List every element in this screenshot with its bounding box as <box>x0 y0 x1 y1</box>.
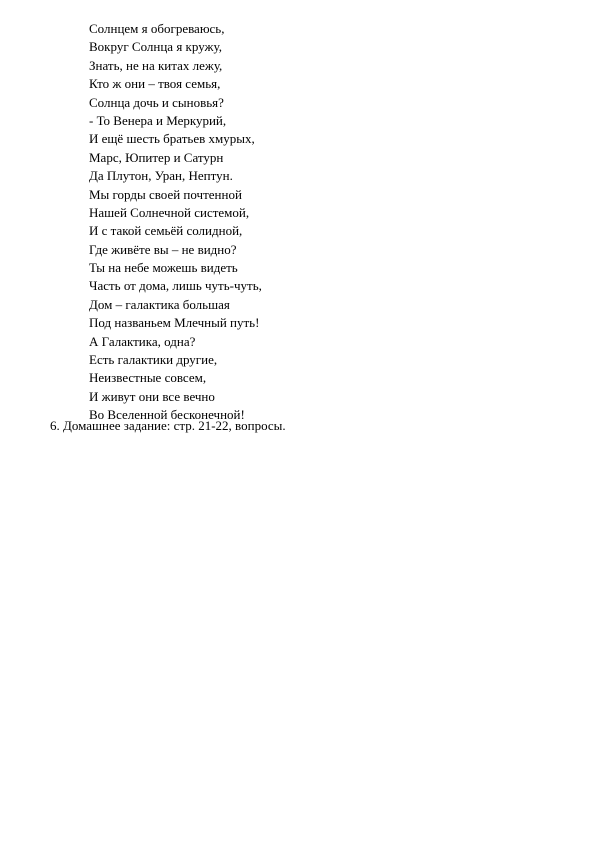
poem-line: Мы горды своей почтенной <box>89 186 242 202</box>
poem-line: Марс, Юпитер и Сатурн <box>89 149 224 165</box>
poem-line: Вокруг Солнца я кружу, <box>89 39 222 55</box>
poem-line: Да Плутон, Уран, Нептун. <box>89 168 233 184</box>
poem-line: - То Венера и Меркурий, <box>89 112 227 128</box>
poem-line: Во Вселенной бесконечной! <box>89 407 245 423</box>
poem <box>89 20 262 425</box>
poem-line: Ты на небе можешь видеть <box>89 260 238 276</box>
poem-line: Знать, не на китах лежу, <box>89 57 223 73</box>
poem-line: Солнца дочь и сыновья? <box>89 94 224 110</box>
poem-line: И живут они все вечно <box>89 388 215 404</box>
poem-line: И ещё шесть братьев хмурых, <box>89 131 255 147</box>
poem-line: Дом – галактика большая <box>89 296 230 312</box>
poem-line: Под названьем Млечный путь! <box>89 315 260 331</box>
poem-line: И с такой семьёй солидной, <box>89 223 243 239</box>
homework-assignment: 6. Домашнее задание: стр. 21-22, вопросы. <box>50 418 286 433</box>
poem-line: Есть галактики другие, <box>89 352 218 368</box>
poem-line: А Галактика, одна? <box>89 333 196 349</box>
poem-line: Часть от дома, лишь чуть-чуть, <box>89 278 262 294</box>
poem-line: Нашей Солнечной системой, <box>89 204 250 220</box>
poem-line: Где живёте вы – не видно? <box>89 241 237 257</box>
poem-line: Неизвестные совсем, <box>89 370 207 386</box>
poem-line: Солнцем я обогреваюсь, <box>89 21 225 36</box>
poem-line: Кто ж они – твоя семья, <box>89 76 221 92</box>
